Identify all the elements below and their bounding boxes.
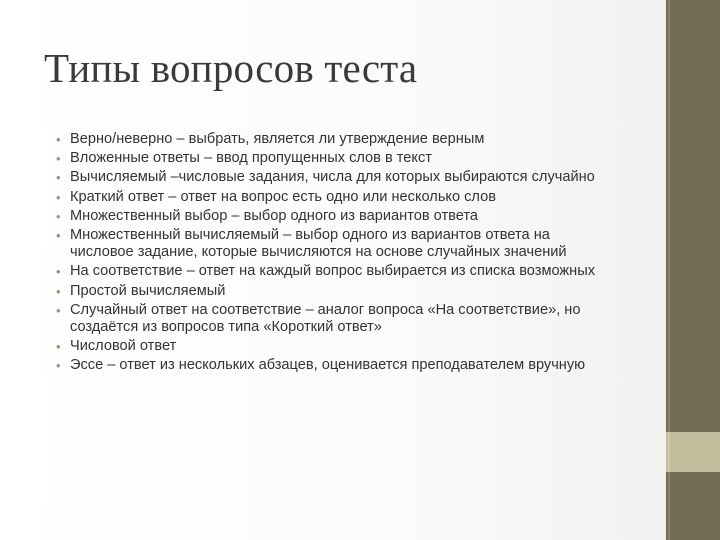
list-item-text: Множественный вычисляемый – выбор одного из вариантов ответа на числовое задание, которые вычисляются на основе случайных значений xyxy=(70,227,567,261)
list-item xyxy=(56,357,616,374)
list-item-text: Вычисляемый –числовые задания, числа для которых выбираются случайно xyxy=(70,169,595,186)
list-item xyxy=(56,208,616,225)
list-item xyxy=(56,263,616,280)
list-item xyxy=(56,338,616,355)
sidebar-accent-band xyxy=(666,432,720,472)
list-item-text: Верно/неверно – выбрать, является ли утверждение верным xyxy=(70,131,485,147)
slide-title: Типы вопросов теста xyxy=(44,45,418,91)
list-item xyxy=(56,302,616,336)
list-item-text: Множественный выбор – выбор одного из вариантов ответа xyxy=(70,207,478,224)
bullet-marker: • xyxy=(56,339,61,355)
bullet-marker: • xyxy=(56,132,61,147)
list-item-text: Простой вычисляемый xyxy=(70,282,226,299)
list-item xyxy=(56,169,616,186)
list-item xyxy=(56,189,616,206)
sidebar-divider-line xyxy=(668,0,670,540)
bullet-marker: • xyxy=(56,283,61,299)
bullet-marker: • xyxy=(56,189,61,205)
bullet-marker: • xyxy=(56,208,61,224)
list-item-text: Случайный ответ на соответствие – аналог вопроса «На соответствие», но создаётся из вопросов типа «Короткий ответ» xyxy=(70,301,581,336)
bullet-marker: • xyxy=(56,358,61,374)
list-item-text: Вложенные ответы – ввод пропущенных слов в текст xyxy=(70,150,432,167)
sidebar-decoration-top xyxy=(666,0,720,432)
bullet-marker: • xyxy=(56,264,61,280)
list-item xyxy=(56,283,616,300)
list-item xyxy=(56,131,616,148)
bullet-marker: • xyxy=(56,170,61,186)
list-item-text: Эссе – ответ из нескольких абзацев, оценивается преподавателем вручную xyxy=(70,357,586,374)
bullet-list xyxy=(56,131,616,377)
list-item-text: Краткий ответ – ответ на вопрос есть одно или несколько слов xyxy=(70,188,496,205)
sidebar-decoration-bottom xyxy=(666,472,720,540)
bullet-marker: • xyxy=(56,302,61,318)
list-item xyxy=(56,150,616,167)
list-item-text: Числовой ответ xyxy=(70,338,177,355)
list-item xyxy=(56,227,616,261)
bullet-marker: • xyxy=(56,228,61,244)
list-item-text: На соответствие – ответ на каждый вопрос выбирается из списка возможных xyxy=(70,263,596,280)
bullet-marker: • xyxy=(56,151,61,167)
